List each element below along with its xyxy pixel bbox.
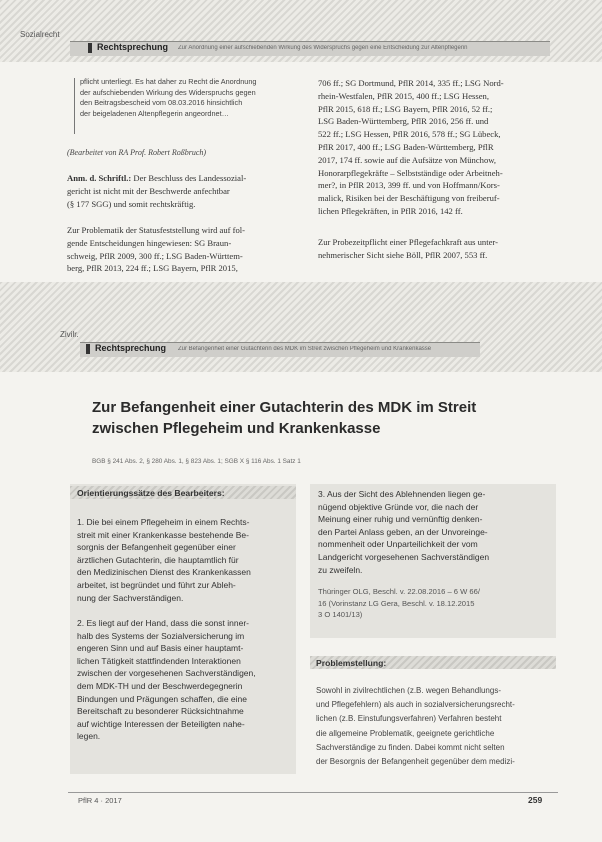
guidelines-line: 3. Aus der Sicht des Ablehnenden liegen ge- bbox=[318, 489, 486, 499]
problem-heading: Problemstellung: bbox=[316, 658, 387, 668]
top-right-line: Honorarpflegekräfte – Selbstständige oder Arbeitneh- bbox=[318, 167, 503, 178]
article-title-line: zwischen Pflegeheim und Krankenkasse bbox=[92, 420, 381, 437]
guidelines-line: ärztlichen Gutachterin, die hauptamtlich für bbox=[77, 554, 239, 565]
footer-journal: PflR 4 · 2017 bbox=[78, 796, 122, 805]
top-right-line: 522 ff.; LSG Hessen, PflR 2016, 578 ff.; SG Lübeck, bbox=[318, 129, 501, 140]
top-left-rule bbox=[74, 78, 75, 134]
mid-header-accent bbox=[86, 344, 90, 354]
guidelines-line: lichen Tätigkeit stattfindenden Interaktionen bbox=[77, 655, 241, 666]
top-right-line: PflR 2015, 618 ff.; LSG Bayern, PflR 2016, 52 ff.; bbox=[318, 103, 493, 114]
top-right-line: malick, Risiken bei der Beschäftigung von freiberuf- bbox=[318, 193, 500, 204]
guidelines-line: zwischen der vorgesehenen Sachverständigen, bbox=[77, 668, 256, 679]
references-line: schweig, PflR 2009, 300 ff.; LSG Baden-Württem- bbox=[67, 250, 243, 261]
problem-line: der Besorgnis der Befangenheit gegenüber dem medizi- bbox=[316, 757, 515, 767]
footer-page-number: 259 bbox=[528, 795, 543, 805]
remark-line bbox=[67, 172, 309, 185]
guidelines-line: den Medizinischen Dienst des Krankenkassen bbox=[77, 567, 251, 578]
guidelines-line: 1. Die bei einem Pflegeheim in einem Rechts- bbox=[77, 517, 250, 527]
court-line: Thüringer OLG, Beschl. v. 22.08.2016 – 6 W 66/ bbox=[318, 587, 480, 596]
guidelines-line: streit mit einer Krankenkasse bestehende Be- bbox=[77, 529, 249, 540]
remark-text: Der Beschluss des Landessozial- bbox=[131, 173, 247, 183]
top-right-last-line: nehmerischer Sicht siehe Böll, PflR 2007, 553 ff. bbox=[318, 249, 488, 260]
mid-header-band bbox=[0, 282, 602, 372]
footer-rule bbox=[68, 792, 558, 793]
article-title bbox=[92, 397, 562, 439]
problem-line: Sowohl in zivilrechtlichen (z.B. wegen Behandlungs- bbox=[316, 686, 501, 695]
guidelines-line: nommenheit oder Unparteilichkeit der vom bbox=[318, 539, 478, 550]
mid-rubric-title: Rechtsprechung bbox=[95, 343, 167, 353]
court-line: 16 (Vorinstanz LG Gera, Beschl. v. 18.12.2015 bbox=[318, 598, 475, 608]
problem-line: die allgemeine Problematik, geeignete gerichtliche bbox=[316, 728, 495, 738]
top-left-line: den Beitragsbescheid vom 08.03.2016 hinsichtlich bbox=[80, 98, 243, 107]
article-title-line: Zur Befangenheit einer Gutachterin des MDK im Streit bbox=[92, 399, 477, 416]
top-left-line: pflicht unterliegt. Es hat daher zu Recht die Anordnung bbox=[80, 77, 257, 86]
top-right-line: mer?, in PflR 2013, 399 ff. und von Hoffmann/Kors- bbox=[318, 180, 500, 191]
guidelines-line: legen. bbox=[77, 731, 101, 742]
remark-bold: Anm. d. Schriftl.: bbox=[67, 173, 132, 183]
guidelines-line: den Partei Anlass geben, an der Unvoreinge- bbox=[318, 526, 488, 537]
guidelines-line: Meinung einer ruhig und vernünftig denken- bbox=[318, 514, 483, 525]
remark-block bbox=[67, 172, 309, 210]
guidelines-p3 bbox=[318, 488, 554, 576]
guidelines-line: zu zweifeln. bbox=[318, 564, 363, 575]
problem-line: und Pflegefehlern) als auch in sozialversicherungsrecht- bbox=[316, 700, 515, 710]
court-citation bbox=[318, 586, 554, 621]
guidelines-p1 bbox=[77, 516, 293, 604]
remark-line: (§ 177 SGG) und somit rechtskräftig. bbox=[67, 198, 196, 209]
article-norms: BGB § 241 Abs. 2, § 280 Abs. 1, § 823 Abs. 1; SGB X § 116 Abs. 1 Satz 1 bbox=[92, 458, 301, 465]
top-right-line: PflR 2017, 400 ff.; LSG Baden-Württemberg, PflR bbox=[318, 141, 494, 152]
top-left-line: der aufschiebenden Wirkung des Widerspruchs gegen bbox=[80, 87, 256, 97]
guidelines-line: Bereitschaft zu besonderer Rücksichtnahme bbox=[77, 706, 244, 717]
editor-note: (Bearbeitet von RA Prof. Robert Roßbruch) bbox=[67, 148, 207, 157]
guidelines-line: Bindungen und Prägungen schaffen, die eine bbox=[77, 693, 247, 704]
remark-line: gericht ist nicht mit der Beschwerde anfechtbar bbox=[67, 185, 230, 196]
top-section-label: Sozialrecht bbox=[20, 30, 60, 39]
guidelines-line: engeren Sinn und auf Basis einer hauptamt- bbox=[77, 643, 244, 654]
top-left-text bbox=[80, 77, 306, 119]
guidelines-line: auf wichtige Interessen der Beteiligten nahe- bbox=[77, 718, 245, 729]
top-right-line: LSG Baden-Württemberg, PflR 2016, 256 ff. und bbox=[318, 116, 489, 127]
problem-line: Sachverständige zu finden. Dabei kommt nicht selten bbox=[316, 742, 505, 752]
guidelines-line: nügend objektive Gründe vor, die nach der bbox=[318, 501, 479, 512]
top-right-text bbox=[318, 77, 554, 218]
top-left-line: der beigeladenen Altenpflegerin angeordnet… bbox=[80, 108, 229, 118]
court-line: 3 O 1401/13) bbox=[318, 610, 363, 620]
references-line: Zur Problematik der Statusfeststellung wird auf fol- bbox=[67, 225, 246, 235]
top-right-line: lichen Pflegekräften, in PflR 2016, 142 ff. bbox=[318, 205, 463, 216]
guidelines-line: 2. Es liegt auf der Hand, dass die sonst inner- bbox=[77, 618, 249, 628]
problem-text bbox=[316, 684, 556, 769]
top-rubric-title: Rechtsprechung bbox=[97, 42, 169, 52]
top-right-line: rhein-Westfalen, PflR 2015, 400 ff.; LSG Hessen, bbox=[318, 90, 489, 101]
mid-rubric-subtitle: Zur Befangenheit einer Gutachterin des MDK im Streit zwischen Pflegeheim und Krankenkasse bbox=[178, 346, 432, 352]
guidelines-line: arbeitet, ist begründet und führt zur Ableh- bbox=[77, 579, 236, 590]
guidelines-line: halb des Systems der Sozialversicherung im bbox=[77, 630, 245, 641]
references-line: berg, PflR 2013, 224 ff.; LSG Bayern, PflR 2015, bbox=[67, 263, 238, 274]
references-paragraph bbox=[67, 224, 309, 275]
top-right-line: 706 ff.; SG Dortmund, PflR 2014, 335 ff.; LSG Nord- bbox=[318, 78, 504, 88]
top-header-accent bbox=[88, 43, 92, 53]
guidelines-line: Landgericht vorgesehenen Sachverständigen bbox=[318, 551, 490, 562]
references-line: gende Entscheidungen hingewiesen: SG Braun- bbox=[67, 237, 232, 248]
guidelines-line: nung der Sachverständigen. bbox=[77, 592, 184, 603]
guidelines-heading: Orientierungssätze des Bearbeiters: bbox=[77, 488, 225, 498]
top-right-last-line: Zur Probezeitpflicht einer Pflegefachkraft aus unter- bbox=[318, 237, 498, 247]
mid-section-label: Zivilr. bbox=[60, 330, 79, 339]
top-right-last bbox=[318, 236, 554, 262]
top-rubric-subtitle: Zur Anordnung einer aufschiebenden Wirkung des Widerspruchs gegen eine Entscheidung zur Altenpflegerin bbox=[178, 45, 468, 51]
guidelines-line: dem MDK-TH und der Beschwerdegegnerin bbox=[77, 680, 243, 691]
problem-line: lichen (z.B. Einstufungsverfahren) Verfahren besteht bbox=[316, 714, 502, 724]
top-right-line: 2017, 174 ff. sowie auf die Aufsätze von Münchow, bbox=[318, 154, 497, 165]
guidelines-line: sorgnis der Befangenheit gegenüber einer bbox=[77, 542, 236, 553]
guidelines-p2 bbox=[77, 617, 293, 743]
